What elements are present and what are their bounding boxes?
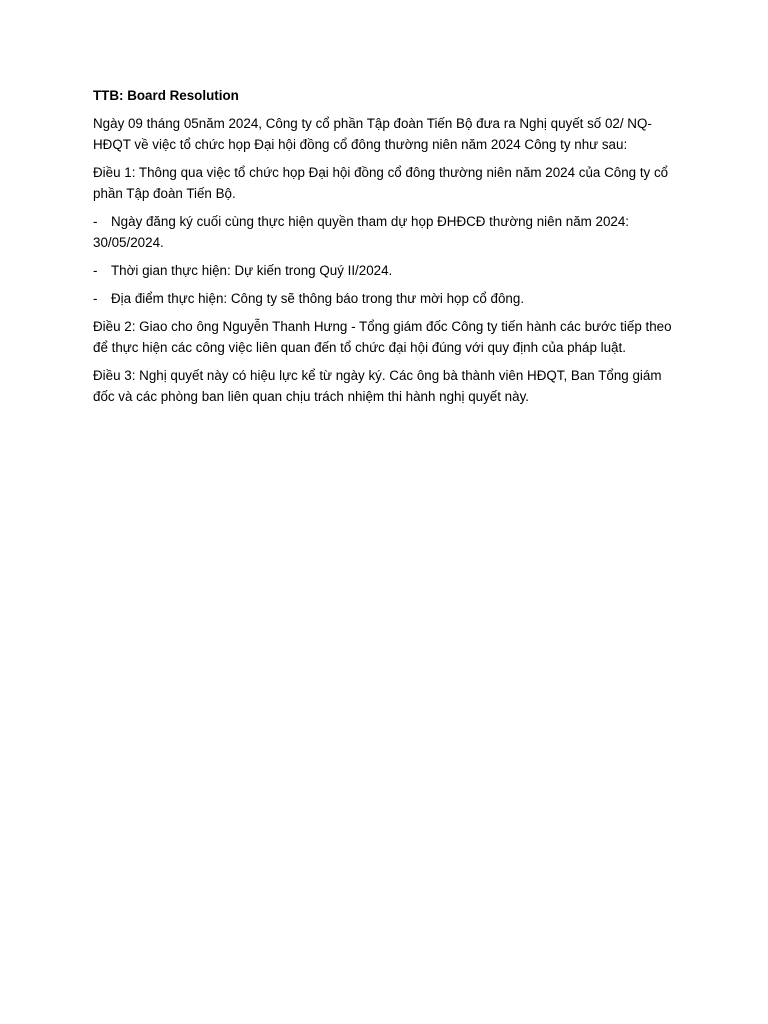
bullet-item-location <box>93 288 683 309</box>
bullet-dash: - <box>93 263 98 278</box>
bullet-dash: - <box>93 214 98 229</box>
bullet-text: Thời gian thực hiện: Dự kiến trong Quý II/2024. <box>111 263 393 278</box>
bullet-item-registration-date <box>93 211 683 253</box>
bullet-dash: - <box>93 291 98 306</box>
bullet-text: Ngày đăng ký cuối cùng thực hiện quyền tham dự họp ĐHĐCĐ thường niên năm 2024: 30/05/2024. <box>93 214 630 250</box>
bullet-text: Địa điểm thực hiện: Công ty sẽ thông báo trong thư mời họp cổ đông. <box>111 291 525 306</box>
article-1: Điều 1: Thông qua việc tổ chức họp Đại hội đồng cổ đông thường niên năm 2024 của Công ty cổ phần Tập đoàn Tiến Bộ. <box>93 165 669 201</box>
intro-paragraph: Ngày 09 tháng 05năm 2024, Công ty cổ phần Tập đoàn Tiến Bộ đưa ra Nghị quyết số 02/ NQ-HĐQT về việc tổ chức họp Đại hội đồng cổ đông thường niên năm 2024 Công ty như sau: <box>93 116 652 152</box>
document-body <box>93 85 683 414</box>
document-title: TTB: Board Resolution <box>93 88 239 103</box>
article-3: Điều 3: Nghị quyết này có hiệu lực kể từ ngày ký. Các ông bà thành viên HĐQT, Ban Tổng giám đốc và các phòng ban liên quan chịu trách nhiệm thi hành nghị quyết này. <box>93 368 662 404</box>
bullet-item-timing <box>93 260 683 281</box>
article-2: Điều 2: Giao cho ông Nguyễn Thanh Hưng - Tổng giám đốc Công ty tiến hành các bước tiếp theo để thực hiện các công việc liên quan đến tổ chức đại hội đúng với quy định của pháp luật. <box>93 319 672 355</box>
